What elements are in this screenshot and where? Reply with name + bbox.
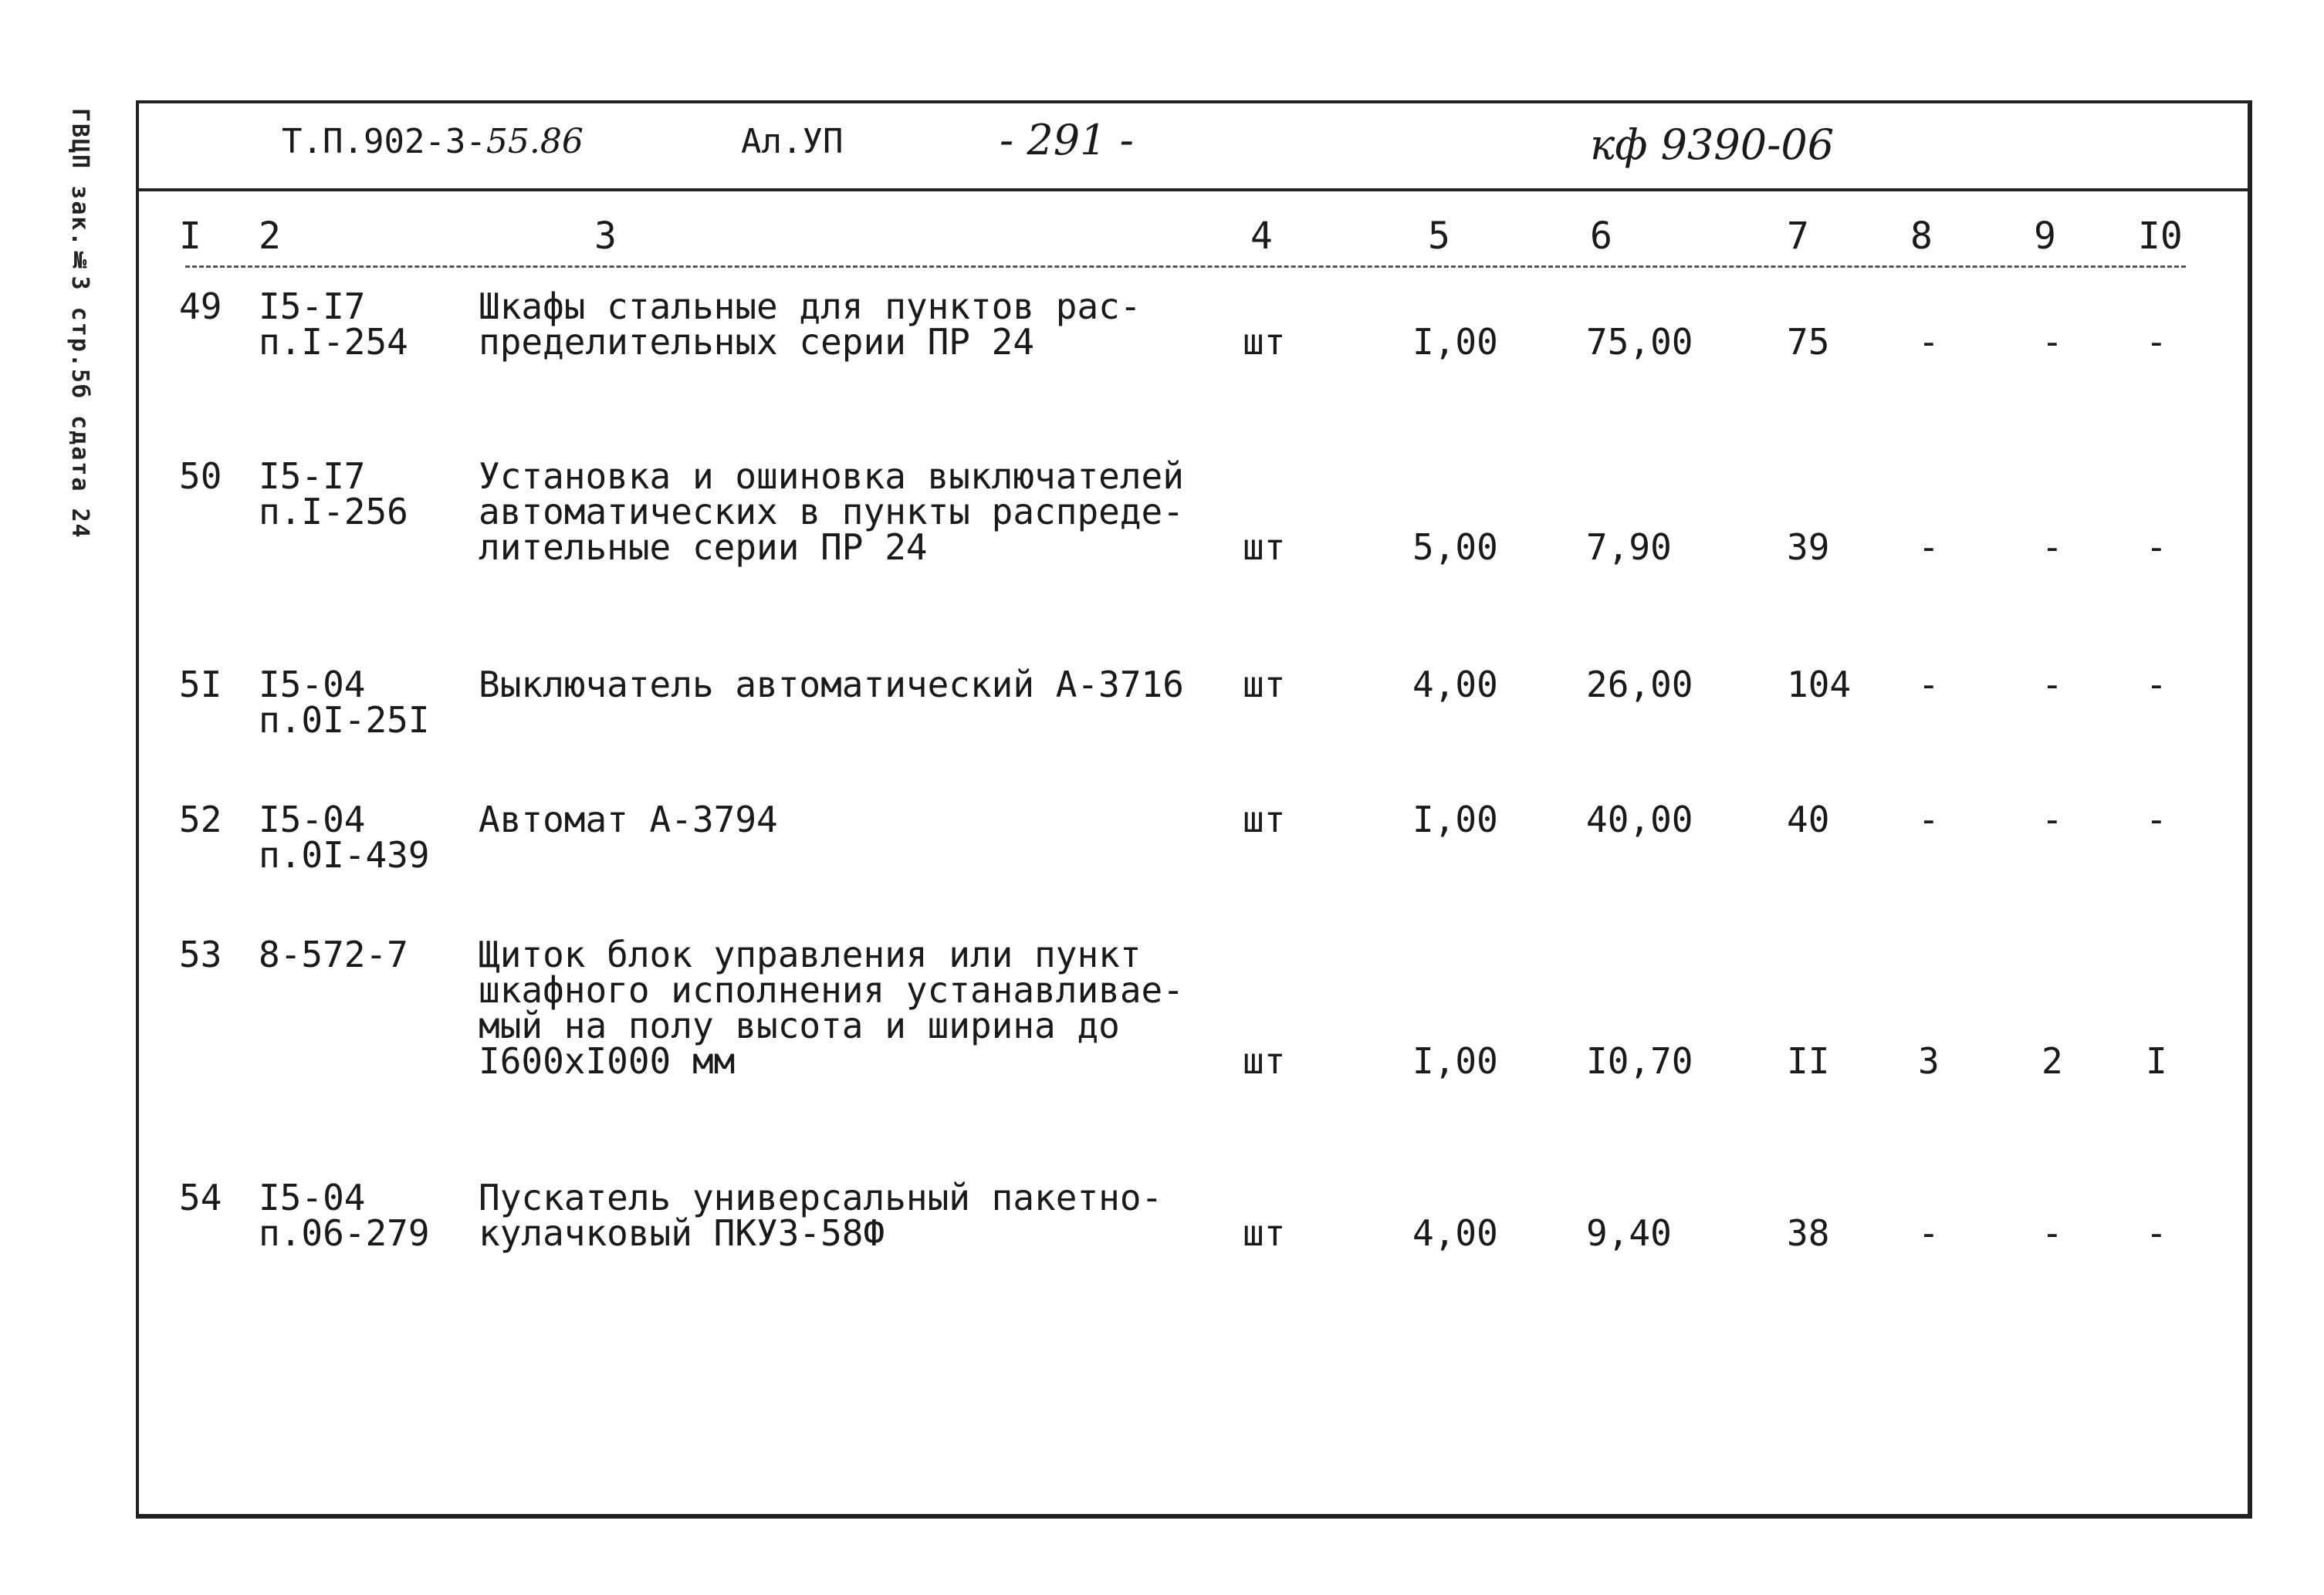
row-price: 7,90 [1586, 526, 1672, 568]
row-number: 5I [179, 664, 222, 705]
row-price: 40,00 [1586, 799, 1693, 840]
handwritten-code: кф 9390-06 [1590, 120, 1835, 169]
estimate-table [139, 103, 2248, 1514]
row-total: II [1787, 1040, 1830, 1082]
row-col9: - [2042, 799, 2063, 840]
col-number-3: 3 [594, 215, 617, 258]
row-unit: шт [1243, 1040, 1286, 1082]
row-name: Установка и ошиновка выключателей автоматических в пункты распреде- лительные серии ПР 24 [479, 455, 1184, 568]
row-col10: - [2146, 526, 2167, 568]
row-price: 9,40 [1586, 1212, 1672, 1254]
row-qty: 4,00 [1412, 664, 1498, 705]
row-qty: 5,00 [1412, 526, 1498, 568]
row-col8: - [1918, 321, 1940, 363]
row-qty: I,00 [1412, 799, 1498, 840]
document-sheet [136, 100, 2252, 1519]
row-qty: I,00 [1412, 1040, 1498, 1082]
col-number-9: 9 [2034, 215, 2056, 258]
row-price: 26,00 [1586, 664, 1693, 705]
col-number-4: 4 [1250, 215, 1273, 258]
row-name: Шкафы стальные для пунктов рас- пределительных серии ПР 24 [479, 286, 1142, 363]
col-number-1: I [179, 215, 201, 258]
row-col8: 3 [1918, 1040, 1940, 1082]
row-col8: - [1918, 1212, 1940, 1254]
row-col10: - [2146, 321, 2167, 363]
col-number-2: 2 [259, 215, 281, 258]
row-unit: шт [1243, 526, 1286, 568]
doc-code-handwritten: 55.86 [485, 122, 584, 161]
row-col10: I [2146, 1040, 2167, 1082]
row-total: 40 [1787, 799, 1830, 840]
row-col9: - [2042, 526, 2063, 568]
row-col9: - [2042, 1212, 2063, 1254]
row-unit: шт [1243, 799, 1286, 840]
row-unit: шт [1243, 321, 1286, 363]
row-total: 38 [1787, 1212, 1830, 1254]
row-col10: - [2146, 664, 2167, 705]
row-qty: 4,00 [1412, 1212, 1498, 1254]
row-col9: - [2042, 321, 2063, 363]
col-number-10: I0 [2138, 215, 2183, 258]
row-total: 104 [1787, 664, 1852, 705]
row-name: Щиток блок управления или пункт шкафного исполнения устанавливае- мый на полу высота и ширина до I600xI000 мм [479, 934, 1184, 1082]
row-total: 75 [1787, 321, 1830, 363]
row-number: 52 [179, 799, 222, 840]
col-number-7: 7 [1787, 215, 1809, 258]
row-col10: - [2146, 799, 2167, 840]
page-number: - 291 - [1000, 116, 1134, 164]
row-number: 53 [179, 934, 222, 975]
row-code: 8-572-7 [259, 934, 408, 975]
row-code: I5-04 п.06-279 [259, 1177, 430, 1254]
row-number: 54 [179, 1177, 222, 1218]
row-col9: - [2042, 664, 2063, 705]
row-col9: 2 [2042, 1040, 2063, 1082]
row-unit: шт [1243, 1212, 1286, 1254]
row-code: I5-I7 п.I-254 [259, 286, 408, 363]
row-qty: I,00 [1412, 321, 1498, 363]
row-number: 50 [179, 455, 222, 497]
row-code: I5-I7 п.I-256 [259, 455, 408, 532]
row-col10: - [2146, 1212, 2167, 1254]
row-code: I5-04 п.0I-439 [259, 799, 430, 876]
row-col8: - [1918, 526, 1940, 568]
col-number-6: 6 [1590, 215, 1612, 258]
row-name: Пускатель универсальный пакетно- кулачковый ПКУЗ-58Ф [479, 1177, 1163, 1254]
side-stamp: ГВЦП зак.№3 стр.5б сдата 24 [66, 108, 93, 539]
album-label: Ал.УП [741, 122, 844, 161]
row-total: 39 [1787, 526, 1830, 568]
row-name: Автомат А-3794 [479, 799, 778, 840]
row-number: 49 [179, 286, 222, 327]
doc-code-typed: Т.П.902-3- [282, 122, 486, 161]
row-price: I0,70 [1586, 1040, 1693, 1082]
row-code: I5-04 п.0I-25I [259, 664, 430, 741]
col-number-5: 5 [1428, 215, 1450, 258]
row-col8: - [1918, 664, 1940, 705]
col-number-8: 8 [1910, 215, 1933, 258]
row-name: Выключатель автоматический А-3716 [479, 664, 1184, 705]
row-price: 75,00 [1586, 321, 1693, 363]
row-unit: шт [1243, 664, 1286, 705]
row-col8: - [1918, 799, 1940, 840]
